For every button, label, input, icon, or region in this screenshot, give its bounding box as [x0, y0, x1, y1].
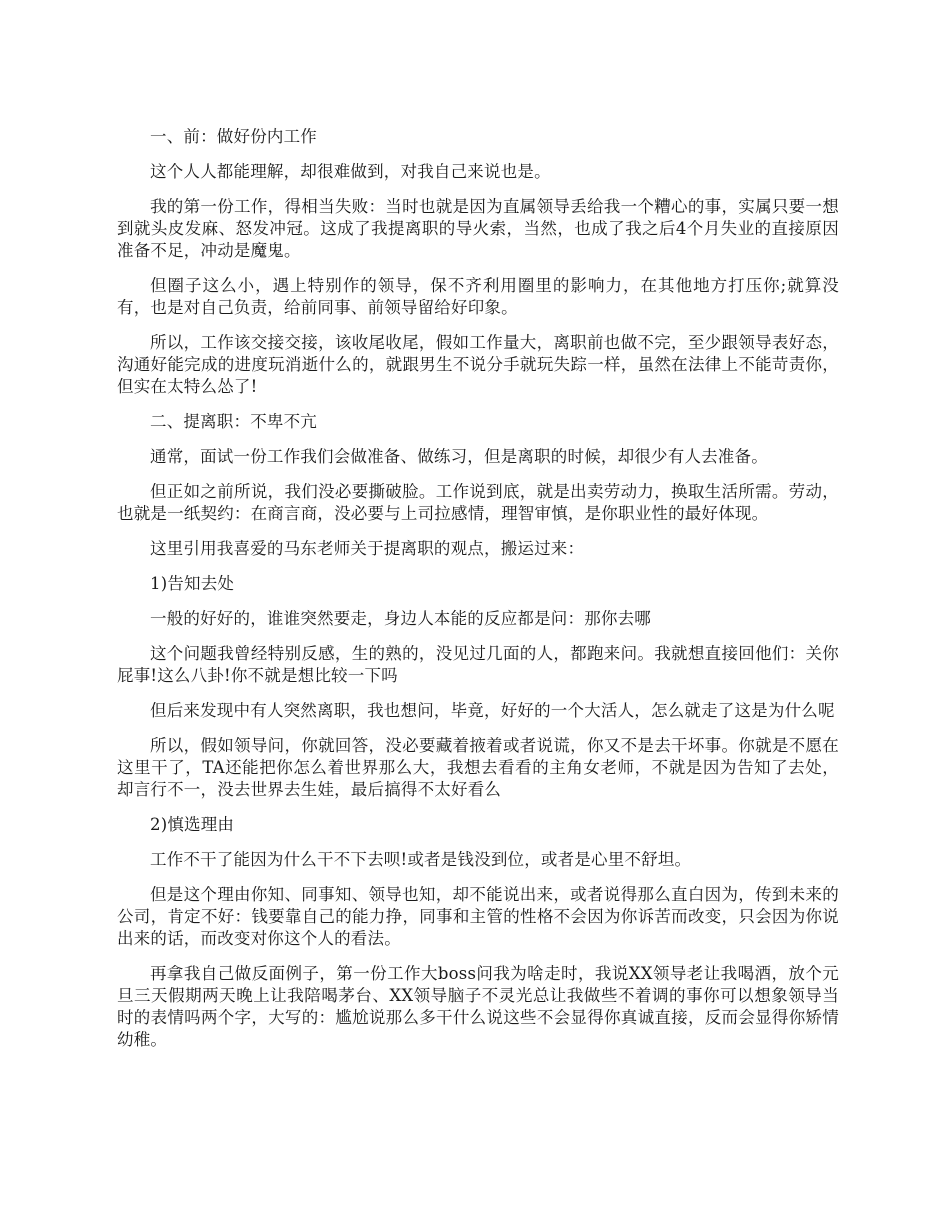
- paragraph: 但后来发现中有人突然离职，我也想问，毕竟，好好的一个大活人，怎么就走了这是为什么呢: [150, 701, 835, 720]
- paragraph-subheading-1: 1)告知去处: [150, 574, 235, 593]
- paragraph: 这里引用我喜爱的马东老师关于提离职的观点，搬运过来：: [150, 539, 585, 558]
- paragraph: 我的第一份工作，得相当失败：当时也就是因为直属领导丢给我一个糟心的事，实属只要一想到就头皮发麻、怒发冲冠。这成了我提离职的导火索，当然，也成了我之后4个月失业的直接原因准备不足，冲动是魔鬼。: [117, 197, 839, 260]
- paragraph: 通常，面试一份工作我们会做准备、做练习，但是离职的时候，却很少有人去准备。: [150, 447, 768, 466]
- paragraph: 工作不干了能因为什么干不下去呗!或者是钱没到位，或者是心里不舒坦。: [150, 850, 692, 869]
- paragraph: 所以，假如领导问，你就回答，没必要藏着掖着或者说谎，你又不是去干坏事。你就是不愿在这里干了，TA还能把你怎么着世界那么大，我想去看看的主角女老师，不就是因为告知了去处，却言行不一，没去世界去生娃，最后搞得不太好看么: [117, 736, 839, 799]
- paragraph: 一般的好好的，谁谁突然要走，身边人本能的反应都是问：那你去哪: [150, 609, 651, 628]
- paragraph: 所以，工作该交接交接，该收尾收尾，假如工作量大，离职前也做不完，至少跟领导表好态，沟通好能完成的进度玩消逝什么的，就跟男生不说分手就玩失踪一样，虽然在法律上不能苛责你，但实在太特么怂了!: [117, 333, 839, 396]
- paragraph: 这个问题我曾经特别反感，生的熟的，没见过几面的人，都跑来问。我就想直接回他们：关你屁事!这么八卦!你不就是想比较一下吗: [117, 644, 839, 685]
- paragraph: 但是这个理由你知、同事知、领导也知，却不能说出来，或者说得那么直白因为，传到未来的公司，肯定不好：钱要靠自己的能力挣，同事和主管的性格不会因为你诉苦而改变，只会因为你说出来的话，而改变对你这个人的看法。: [117, 885, 839, 948]
- document-body: [117, 126, 839, 1064]
- paragraph-heading-2: 二、提离职：不卑不亢: [150, 412, 317, 431]
- paragraph: 这个人人都能理解，却很难做到，对我自己来说也是。: [150, 162, 551, 181]
- paragraph: 再拿我自己做反面例子，第一份工作大boss问我为啥走时，我说XX领导老让我喝酒，放个元旦三天假期两天晚上让我陪喝茅台、XX领导脑子不灵光总让我做些不着调的事你可以想象领导当时的表情吗两个字，大写的：尴尬说那么多干什么说这些不会显得你真诚直接，反而会显得你矫情幼稚。: [117, 964, 839, 1049]
- paragraph: 但正如之前所说，我们没必要撕破脸。工作说到底，就是出卖劳动力，换取生活所需。劳动，也就是一纸契约：在商言商，没必要与上司拉感情，理智审慎，是你职业性的最好体现。: [117, 482, 839, 523]
- paragraph: 但圈子这么小，遇上特别作的领导，保不齐利用圈里的影响力，在其他地方打压你;就算没有，也是对自己负责，给前同事、前领导留给好印象。: [117, 276, 839, 317]
- paragraph-heading-1: 一、前：做好份内工作: [150, 127, 317, 146]
- paragraph-subheading-2: 2)慎选理由: [150, 815, 235, 834]
